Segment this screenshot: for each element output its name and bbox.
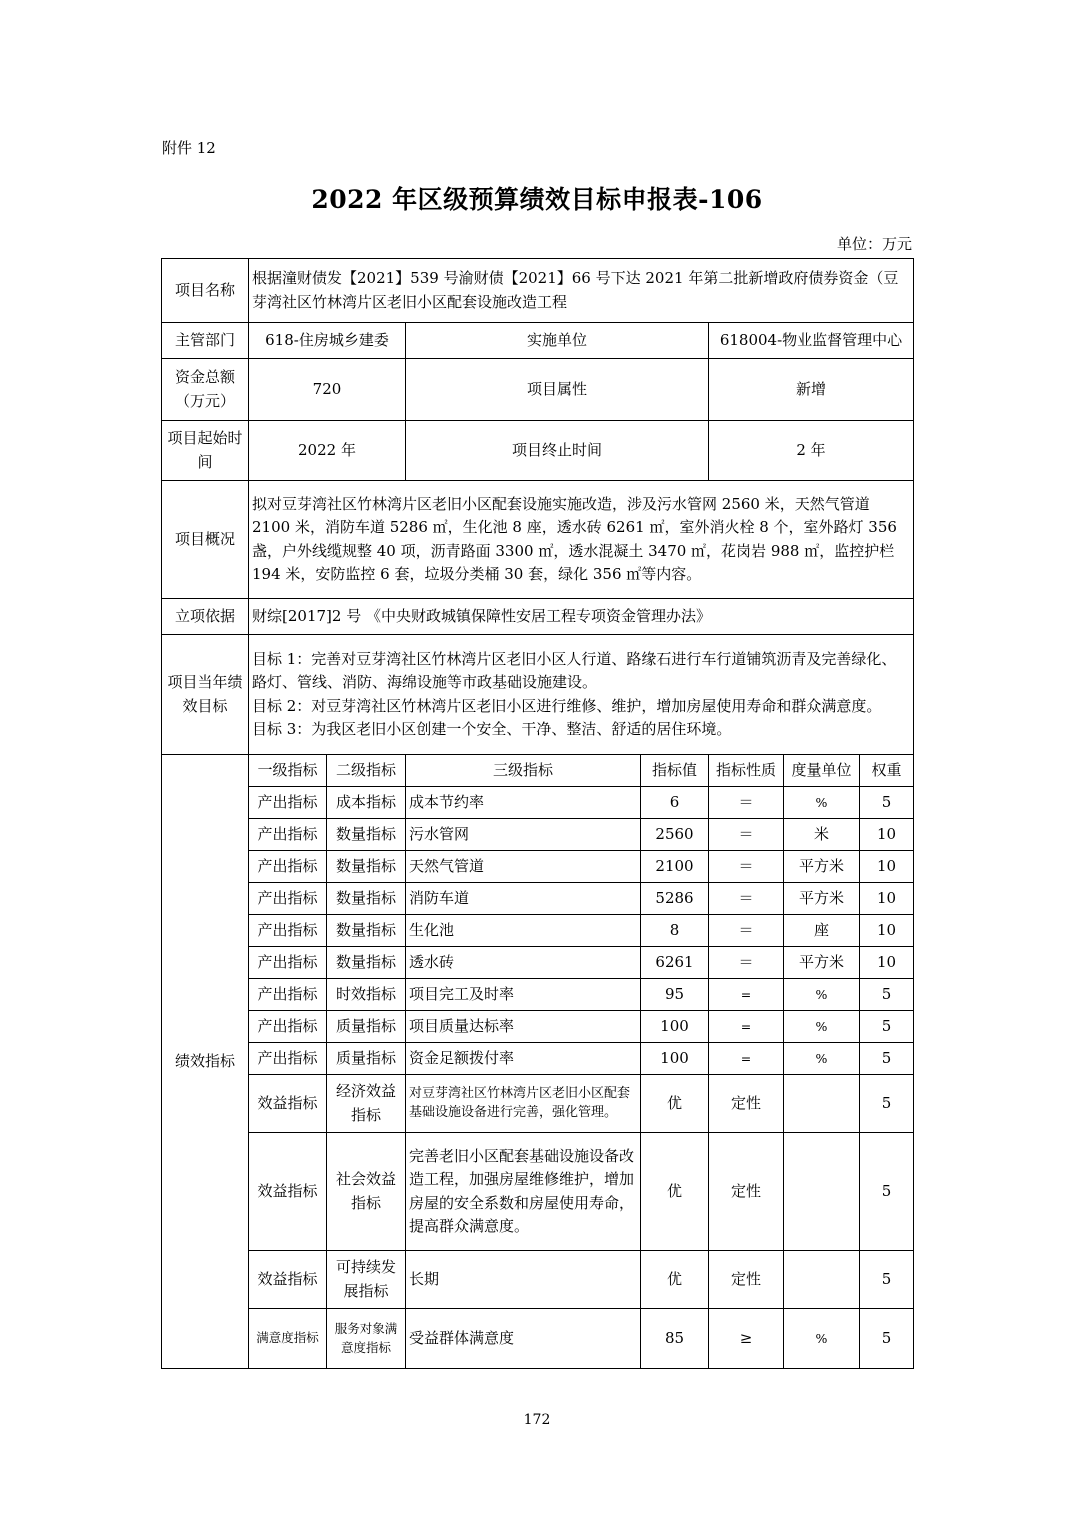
table-row	[162, 787, 914, 819]
indicator-header-level1: 一级指标	[249, 755, 327, 787]
indicator-nature: ＝	[709, 819, 784, 851]
fund-label: 资金总额（万元）	[162, 359, 249, 421]
indicator-level2: 数量指标	[327, 915, 406, 947]
indicator-value: 8	[641, 915, 709, 947]
indicator-level2: 数量指标	[327, 883, 406, 915]
indicator-header-row	[162, 755, 914, 787]
indicator-level2: 经济效益指标	[327, 1075, 406, 1133]
attr-label: 项目属性	[406, 359, 709, 421]
indicator-weight: 5	[860, 1043, 914, 1075]
indicator-weight: 10	[860, 947, 914, 979]
indicator-unit: %	[784, 1011, 860, 1043]
table-row	[162, 1133, 914, 1251]
indicator-value: 85	[641, 1309, 709, 1369]
indicator-unit: %	[784, 1043, 860, 1075]
table-row	[162, 883, 914, 915]
indicator-level1: 满意度指标	[249, 1309, 327, 1369]
basis-label: 立项依据	[162, 599, 249, 635]
budget-table	[161, 258, 914, 1369]
indicator-level1: 产出指标	[249, 851, 327, 883]
indicator-level1: 产出指标	[249, 787, 327, 819]
indicator-level1: 产出指标	[249, 979, 327, 1011]
indicator-section	[162, 755, 914, 1369]
indicator-nature: =	[709, 979, 784, 1011]
table-row	[162, 819, 914, 851]
table-row	[162, 979, 914, 1011]
indicator-nature: 定性	[709, 1075, 784, 1133]
end-value: 2 年	[709, 421, 914, 481]
indicator-value: 2100	[641, 851, 709, 883]
indicator-level3: 长期	[406, 1251, 641, 1309]
indicator-level1: 效益指标	[249, 1075, 327, 1133]
indicator-level3: 污水管网	[406, 819, 641, 851]
indicator-level3: 对豆芽湾社区竹林湾片区老旧小区配套基础设施设备进行完善，强化管理。	[406, 1075, 641, 1133]
indicator-nature: ＝	[709, 787, 784, 819]
page-title: 2022 年区级预算绩效目标申报表-106	[311, 185, 763, 214]
table-row	[162, 947, 914, 979]
indicator-value: 优	[641, 1075, 709, 1133]
indicator-header-weight: 权重	[860, 755, 914, 787]
indicator-weight: 10	[860, 851, 914, 883]
indicator-level3: 生化池	[406, 915, 641, 947]
indicator-weight: 10	[860, 819, 914, 851]
indicator-header-level2: 二级指标	[327, 755, 406, 787]
goal-value	[249, 635, 914, 755]
indicator-value: 2560	[641, 819, 709, 851]
impl-label: 实施单位	[406, 323, 709, 359]
indicator-unit: %	[784, 787, 860, 819]
indicator-unit: 平方米	[784, 947, 860, 979]
indicator-level1: 产出指标	[249, 1011, 327, 1043]
indicator-level2: 数量指标	[327, 819, 406, 851]
unit-label: 单位：万元	[836, 235, 912, 253]
indicator-level2: 服务对象满意度指标	[327, 1309, 406, 1369]
indicator-level3: 项目质量达标率	[406, 1011, 641, 1043]
indicator-unit: %	[784, 1309, 860, 1369]
indicator-weight: 5	[860, 1309, 914, 1369]
indicator-level2: 数量指标	[327, 947, 406, 979]
indicator-value: 100	[641, 1011, 709, 1043]
indicator-weight: 10	[860, 915, 914, 947]
indicator-unit	[784, 1251, 860, 1309]
indicator-nature: 定性	[709, 1133, 784, 1251]
indicator-level1: 产出指标	[249, 883, 327, 915]
indicator-unit: 米	[784, 819, 860, 851]
goal-3: 目标 3：为我区老旧小区创建一个安全、干净、整洁、舒适的居住环境。	[252, 719, 732, 738]
indicator-unit: 座	[784, 915, 860, 947]
overview-value: 拟对豆芽湾社区竹林湾片区老旧小区配套设施实施改造，涉及污水管网 2560 米，天然气管道 2100 米，消防车道 5286 ㎡，生化池 8 座，透水砖 6261 ㎡，室外消火栓 8 个，室外路灯 356 盏，户外线缆规整 40 项，沥青路面 3300 ㎡，透水混凝土 3470 ㎡，花岗岩 988 ㎡，监控护栏 194 米，安防监控 6 套，垃圾分类桶 30 套，绿化 356 ㎡等内容。	[249, 481, 914, 599]
indicator-value: 95	[641, 979, 709, 1011]
indicator-weight: 5	[860, 1075, 914, 1133]
indicator-value: 优	[641, 1133, 709, 1251]
goal-1: 目标 1：完善对豆芽湾社区竹林湾片区老旧小区人行道、路缘石进行车行道铺筑沥青及完善绿化、路灯、管线、消防、海绵设施等市政基础设施建设。	[252, 650, 897, 692]
indicator-nature: ≥	[709, 1309, 784, 1369]
indicator-level1: 效益指标	[249, 1251, 327, 1309]
indicator-weight: 5	[860, 1133, 914, 1251]
indicator-nature: ＝	[709, 947, 784, 979]
indicator-level3: 资金足额拨付率	[406, 1043, 641, 1075]
indicator-header-unit: 度量单位	[784, 755, 860, 787]
indicator-unit: 平方米	[784, 851, 860, 883]
project-name-value: 根据潼财债发【2021】539 号渝财债【2021】66 号下达 2021 年第二批新增政府债券资金（豆芽湾社区竹林湾片区老旧小区配套设施改造工程	[249, 259, 914, 323]
indicator-nature: 定性	[709, 1251, 784, 1309]
indicator-unit	[784, 1133, 860, 1251]
indicator-weight: 5	[860, 787, 914, 819]
dept-value: 618-住房城乡建委	[249, 323, 406, 359]
indicator-level2: 成本指标	[327, 787, 406, 819]
indicator-level3: 完善老旧小区配套基础设施设备改造工程，加强房屋维修维护，增加房屋的安全系数和房屋使用寿命，提高群众满意度。	[406, 1133, 641, 1251]
indicator-level3: 项目完工及时率	[406, 979, 641, 1011]
indicator-level2: 时效指标	[327, 979, 406, 1011]
indicator-nature: ＝	[709, 851, 784, 883]
indicator-value: 5286	[641, 883, 709, 915]
indicator-level1: 效益指标	[249, 1133, 327, 1251]
indicator-label: 绩效指标	[162, 755, 249, 1369]
indicator-level3: 受益群体满意度	[406, 1309, 641, 1369]
goal-label: 项目当年绩效目标	[162, 635, 249, 755]
impl-value: 618004-物业监督管理中心	[709, 323, 914, 359]
indicator-unit	[784, 1075, 860, 1133]
indicator-level3: 消防车道	[406, 883, 641, 915]
start-value: 2022 年	[249, 421, 406, 481]
indicator-header-nature: 指标性质	[709, 755, 784, 787]
table-row	[162, 851, 914, 883]
indicator-level1: 产出指标	[249, 947, 327, 979]
attr-value: 新增	[709, 359, 914, 421]
indicator-level2: 质量指标	[327, 1043, 406, 1075]
page-number: 172	[523, 1412, 551, 1428]
table-row	[162, 1043, 914, 1075]
indicator-value: 6261	[641, 947, 709, 979]
indicator-unit: 平方米	[784, 883, 860, 915]
table-row	[162, 1309, 914, 1369]
indicator-weight: 10	[860, 883, 914, 915]
indicator-weight: 5	[860, 1251, 914, 1309]
indicator-level1: 产出指标	[249, 819, 327, 851]
goal-2: 目标 2：对豆芽湾社区竹林湾片区老旧小区进行维修、维护，增加房屋使用寿命和群众满意度。	[252, 696, 882, 715]
indicator-nature: ＝	[709, 915, 784, 947]
basis-value: 财综[2017]2 号 《中央财政城镇保障性安居工程专项资金管理办法》	[249, 599, 914, 635]
dept-label: 主管部门	[162, 323, 249, 359]
indicator-level2: 质量指标	[327, 1011, 406, 1043]
indicator-level2: 可持续发展指标	[327, 1251, 406, 1309]
indicator-level1: 产出指标	[249, 915, 327, 947]
indicator-level3: 天然气管道	[406, 851, 641, 883]
overview-label: 项目概况	[162, 481, 249, 599]
indicator-value: 6	[641, 787, 709, 819]
indicator-nature: ＝	[709, 883, 784, 915]
table-row	[162, 1011, 914, 1043]
indicator-value: 优	[641, 1251, 709, 1309]
indicator-value: 100	[641, 1043, 709, 1075]
indicator-level2: 社会效益指标	[327, 1133, 406, 1251]
indicator-level3: 透水砖	[406, 947, 641, 979]
indicator-nature: =	[709, 1043, 784, 1075]
table-row	[162, 1075, 914, 1133]
attachment-label: 附件 12	[162, 139, 216, 157]
indicator-weight: 5	[860, 1011, 914, 1043]
end-label: 项目终止时间	[406, 421, 709, 481]
indicator-header-value: 指标值	[641, 755, 709, 787]
indicator-level1: 产出指标	[249, 1043, 327, 1075]
indicator-nature: =	[709, 1011, 784, 1043]
indicator-level2: 数量指标	[327, 851, 406, 883]
table-row	[162, 915, 914, 947]
project-name-label: 项目名称	[162, 259, 249, 323]
indicator-level3: 成本节约率	[406, 787, 641, 819]
table-row	[162, 1251, 914, 1309]
fund-value: 720	[249, 359, 406, 421]
start-label: 项目起始时间	[162, 421, 249, 481]
indicator-unit: %	[784, 979, 860, 1011]
indicator-weight: 5	[860, 979, 914, 1011]
indicator-header-level3: 三级指标	[406, 755, 641, 787]
